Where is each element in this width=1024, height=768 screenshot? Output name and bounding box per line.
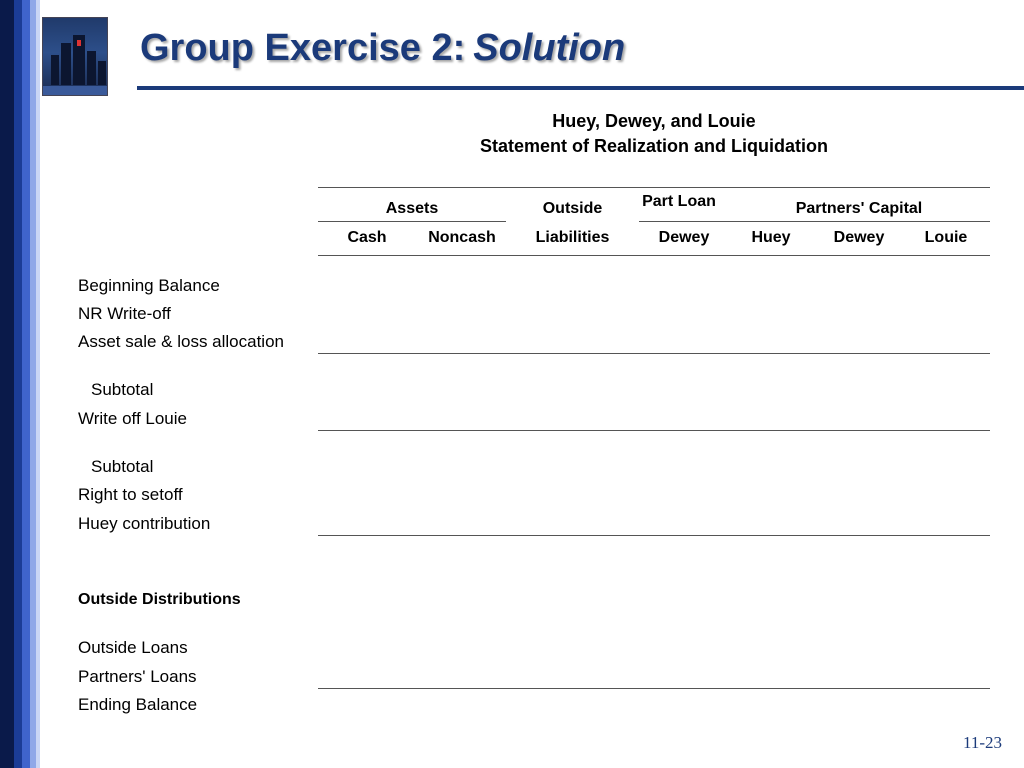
row-asset-sale: Asset sale & loss allocation [78, 332, 284, 351]
column-cash: Cash [347, 229, 387, 246]
row-rule-4 [318, 688, 990, 689]
row-subtotal-1: Subtotal [91, 380, 154, 399]
decor-stripe-1 [0, 0, 14, 768]
column-huey: Huey [751, 229, 791, 246]
column-group-part-loan: Part Loan [642, 193, 716, 210]
title-underline [137, 86, 1024, 90]
decor-stripe-2 [14, 0, 22, 768]
column-part-loan-dewey: Dewey [658, 229, 710, 246]
column-group-partners-capital: Partners' Capital [795, 200, 923, 217]
row-outside-loans: Outside Loans [78, 638, 188, 657]
row-right-to-setoff: Right to setoff [78, 485, 183, 504]
assets-group-rule [318, 221, 506, 222]
statement-company: Huey, Dewey, and Louie [552, 111, 756, 131]
row-ending-balance: Ending Balance [78, 695, 198, 714]
column-noncash: Noncash [428, 229, 496, 246]
textbook-cover-image [42, 17, 108, 96]
slide-title-main: Group Exercise 2: [140, 27, 466, 69]
decor-stripe-5 [36, 0, 40, 768]
column-outside: Outside [542, 200, 603, 217]
column-louie: Louie [924, 229, 968, 246]
loan-capital-group-rule [639, 221, 990, 222]
column-dewey: Dewey [833, 229, 885, 246]
row-write-off-louie: Write off Louie [78, 409, 187, 428]
section-outside-distributions: Outside Distributions [78, 591, 241, 608]
slide-title [140, 27, 625, 70]
table-top-rule [318, 187, 990, 188]
row-rule-3 [318, 535, 990, 536]
slide-title-emphasis: Solution [473, 27, 626, 69]
table-header-bottom-rule [318, 255, 990, 256]
column-liabilities: Liabilities [535, 229, 610, 246]
row-rule-2 [318, 430, 990, 431]
row-subtotal-2: Subtotal [91, 457, 154, 476]
page-number: 11-23 [962, 733, 1002, 752]
row-beginning-balance: Beginning Balance [78, 276, 220, 295]
row-nr-writeoff: NR Write-off [78, 304, 171, 323]
row-huey-contribution: Huey contribution [78, 514, 211, 533]
column-group-assets: Assets [385, 200, 439, 217]
row-partners-loans: Partners' Loans [78, 667, 197, 686]
row-rule-1 [318, 353, 990, 354]
statement-name: Statement of Realization and Liquidation [479, 136, 828, 156]
decor-stripe-3 [22, 0, 30, 768]
